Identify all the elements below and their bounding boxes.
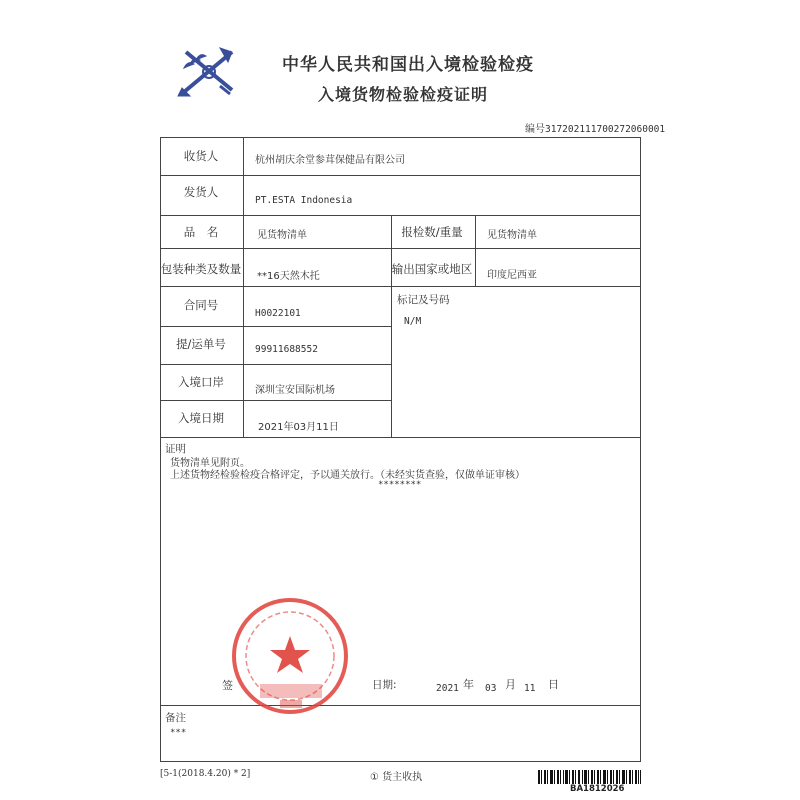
row-divider xyxy=(160,175,641,176)
barcode-number: BA1812026 xyxy=(570,784,625,794)
row-divider xyxy=(160,437,641,438)
signature-month: 03 xyxy=(485,683,497,694)
form-code: [5-1(2018.4.20) * 2] xyxy=(160,769,251,779)
copy-designation: ① 货主收执 xyxy=(370,772,423,783)
document-title: 中华人民共和国出入境检验检疫 xyxy=(282,55,534,75)
certification-stars: ******** xyxy=(378,480,422,490)
column-divider xyxy=(475,215,476,286)
row-divider xyxy=(160,248,641,249)
goods-value: 见货物清单 xyxy=(257,230,307,241)
entry-port-value: 深圳宝安国际机场 xyxy=(255,385,335,396)
official-seal-stamp xyxy=(222,596,362,718)
contract-value: H0022101 xyxy=(255,308,301,319)
origin-country-label: 输出国家或地区 xyxy=(391,262,473,276)
signature-year: 2021 xyxy=(436,683,459,694)
entry-port-label: 入境口岸 xyxy=(178,375,224,389)
column-divider xyxy=(243,137,244,437)
signature-date-label: 日期: xyxy=(372,679,397,691)
certificate-number xyxy=(525,120,665,135)
quantity-value: 见货物清单 xyxy=(487,230,537,241)
row-divider xyxy=(160,215,641,216)
remarks-value: *** xyxy=(170,728,187,738)
consignor-value: PT.ESTA Indonesia xyxy=(255,195,353,206)
barcode xyxy=(538,770,641,784)
package-value: **16天然木托 xyxy=(257,271,320,282)
quantity-label: 报检数/重量 xyxy=(401,225,463,239)
marks-value: N/M xyxy=(404,316,422,327)
consignee-label: 收货人 xyxy=(183,149,219,163)
row-divider xyxy=(160,326,391,327)
row-divider xyxy=(160,286,641,287)
bill-of-lading-value: 99911688552 xyxy=(255,344,318,355)
signature-year-char: 年 xyxy=(463,678,474,691)
consignor-label: 发货人 xyxy=(183,185,219,199)
contract-label: 合同号 xyxy=(183,298,219,312)
goods-label: 品 名 xyxy=(183,225,219,239)
entry-date-value: 2021年03月11日 xyxy=(258,422,339,433)
row-divider xyxy=(160,364,391,365)
remarks-label: 备注 xyxy=(165,712,186,724)
certification-line-1: 货物清单见附页。 xyxy=(170,458,250,469)
document-subtitle: 入境货物检验检疫证明 xyxy=(318,85,489,104)
origin-country-value: 印度尼西亚 xyxy=(487,270,537,281)
signature-month-char: 月 xyxy=(505,678,516,691)
inspection-quarantine-emblem-icon xyxy=(176,46,242,98)
marks-label: 标记及号码 xyxy=(397,294,450,306)
certification-label: 证明 xyxy=(165,443,186,455)
signature-label: 签 xyxy=(222,679,233,692)
certificate-number-value: 317202111700272060001 xyxy=(545,124,666,135)
signature-day-char: 日 xyxy=(548,678,559,691)
column-divider xyxy=(391,215,392,437)
signature-day: 11 xyxy=(524,683,536,694)
consignee-value: 杭州胡庆余堂参茸保健品有限公司 xyxy=(255,155,405,166)
row-divider xyxy=(160,400,391,401)
package-label: 包装种类及数量 xyxy=(160,262,242,276)
certification-line-2: 上述货物经检验检疫合格评定，予以通关放行。（未经实货查验，仅做单证审核） xyxy=(170,470,525,481)
certificate-number-label: 编号 xyxy=(525,124,545,135)
bill-of-lading-label: 提/运单号 xyxy=(176,337,226,351)
entry-date-label: 入境日期 xyxy=(178,411,224,425)
